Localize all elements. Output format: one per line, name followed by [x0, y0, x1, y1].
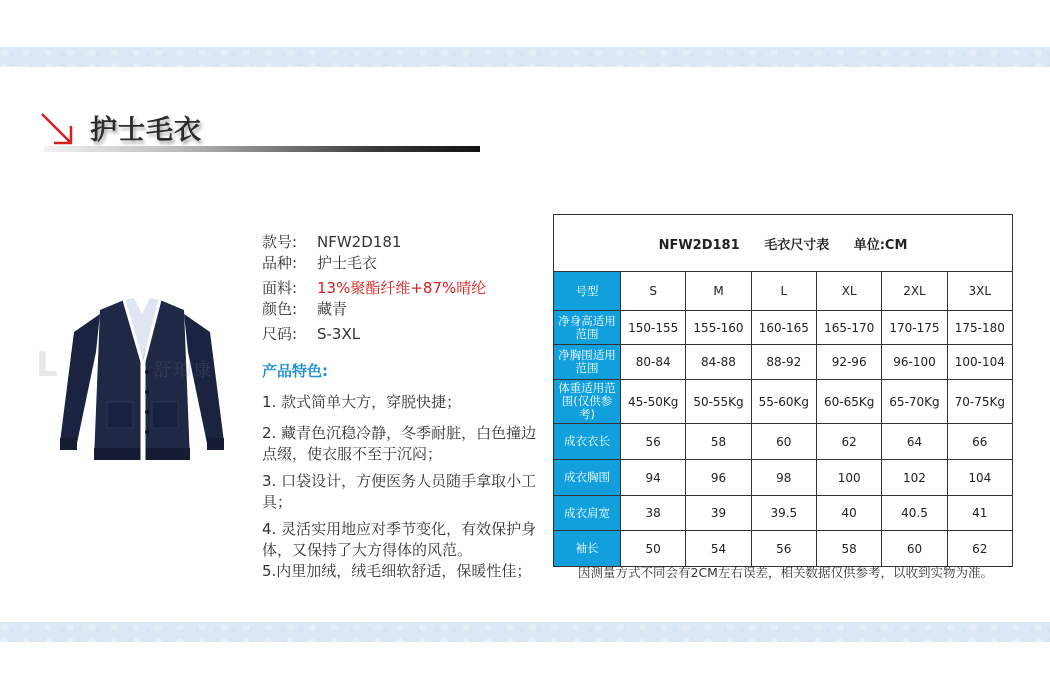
- table-row: [554, 460, 1013, 496]
- value-cell: 165-170: [816, 311, 881, 345]
- size-label-cell: 号型: [554, 272, 621, 311]
- size-cell: L: [751, 272, 816, 311]
- value-cell: 55-60Kg: [751, 380, 816, 424]
- value-cell: 56: [751, 531, 816, 567]
- value-cell: 60-65Kg: [816, 380, 881, 424]
- features-title: 产品特色:: [262, 362, 328, 380]
- value-cell: 50: [621, 531, 686, 567]
- table-row: [554, 424, 1013, 460]
- page-title: 护士毛衣: [90, 115, 202, 146]
- feature-item: 4. 灵活实用地应对季节变化，有效保护身体，又保持了大方得体的风范。 5.内里加绒，绒毛细软舒适，保暖性佳；: [262, 520, 537, 580]
- value-cell: 60: [751, 424, 816, 460]
- size-chart-header: [554, 215, 1013, 272]
- field-size: 尺码: S-3XL: [262, 325, 361, 343]
- value-cell: 41: [947, 496, 1012, 531]
- value-cell: 92-96: [816, 345, 881, 380]
- value-cell: 70-75Kg: [947, 380, 1012, 424]
- field-fabric: 面料: 13%聚酯纤维+87%晴纶: [262, 279, 487, 297]
- size-row: [554, 272, 1013, 311]
- value-cell: 98: [751, 460, 816, 496]
- size-chart-unit: 单位:CM: [853, 237, 908, 253]
- value-cell: 96: [686, 460, 751, 496]
- size-cell: M: [686, 272, 751, 311]
- value-cell: 155-160: [686, 311, 751, 345]
- row-label-cell: 净身高适用范围: [554, 311, 621, 345]
- value-cell: 102: [882, 460, 947, 496]
- field-color: 颜色: 藏青: [262, 300, 348, 318]
- row-label-cell: 净胸围适用范围: [554, 345, 621, 380]
- row-label-cell: 成衣肩宽: [554, 496, 621, 531]
- table-row: [554, 531, 1013, 567]
- bottom-decorative-band: [0, 622, 1050, 642]
- value-cell: 56: [621, 424, 686, 460]
- size-cell: S: [621, 272, 686, 311]
- field-style-no: 款号: NFW2D181: [262, 233, 402, 251]
- size-chart-model: NFW2D181: [658, 237, 740, 253]
- row-label-cell: 体重适用范围(仅供参考): [554, 380, 621, 424]
- value-cell: 94: [621, 460, 686, 496]
- value-cell: 38: [621, 496, 686, 531]
- value-cell: 39: [686, 496, 751, 531]
- brand-watermark: L 舒珀康: [36, 345, 214, 385]
- value-cell: 58: [686, 424, 751, 460]
- value-cell: 58: [816, 531, 881, 567]
- size-cell: 3XL: [947, 272, 1012, 311]
- value-cell: 104: [947, 460, 1012, 496]
- value-cell: 54: [686, 531, 751, 567]
- size-cell: 2XL: [882, 272, 947, 311]
- value-cell: 100-104: [947, 345, 1012, 380]
- size-chart-table: [553, 214, 1013, 567]
- table-row: [554, 311, 1013, 345]
- feature-item: 2. 藏青色沉稳冷静，冬季耐脏，白色撞边点缀，使衣服不至于沉闷；: [262, 424, 537, 463]
- value-cell: 60: [882, 531, 947, 567]
- product-info: [262, 232, 542, 588]
- value-cell: 62: [947, 531, 1012, 567]
- value-cell: 175-180: [947, 311, 1012, 345]
- title-underline: [44, 146, 480, 152]
- size-cell: XL: [816, 272, 881, 311]
- value-cell: 150-155: [621, 311, 686, 345]
- value-cell: 39.5: [751, 496, 816, 531]
- section-title: [40, 108, 480, 156]
- value-cell: 80-84: [621, 345, 686, 380]
- table-row: [554, 345, 1013, 380]
- value-cell: 96-100: [882, 345, 947, 380]
- value-cell: 65-70Kg: [882, 380, 947, 424]
- row-label-cell: 成衣胸围: [554, 460, 621, 496]
- value-cell: 84-88: [686, 345, 751, 380]
- table-row: [554, 380, 1013, 424]
- value-cell: 88-92: [751, 345, 816, 380]
- feature-item: 1. 款式简单大方，穿脱快捷；: [262, 393, 462, 411]
- size-chart-note: 因测量方式不同会有2CM左右误差，相关数据仅供参考，以收到实物为准。: [578, 565, 993, 580]
- value-cell: 100: [816, 460, 881, 496]
- value-cell: 64: [882, 424, 947, 460]
- top-decorative-band: [0, 47, 1050, 67]
- value-cell: 40.5: [882, 496, 947, 531]
- value-cell: 170-175: [882, 311, 947, 345]
- value-cell: 160-165: [751, 311, 816, 345]
- size-chart-header-row: [554, 215, 1013, 272]
- size-chart-title: 毛衣尺寸表: [764, 237, 830, 253]
- row-label-cell: 袖长: [554, 531, 621, 567]
- value-cell: 66: [947, 424, 1012, 460]
- value-cell: 40: [816, 496, 881, 531]
- feature-item: 3. 口袋设计，方便医务人员随手拿取小工具；: [262, 472, 537, 511]
- table-row: [554, 496, 1013, 531]
- value-cell: 50-55Kg: [686, 380, 751, 424]
- arrow-down-right-icon: [40, 112, 74, 146]
- row-label-cell: 成衣衣长: [554, 424, 621, 460]
- value-cell: 62: [816, 424, 881, 460]
- field-type: 品种: 护士毛衣: [262, 254, 378, 272]
- value-cell: 45-50Kg: [621, 380, 686, 424]
